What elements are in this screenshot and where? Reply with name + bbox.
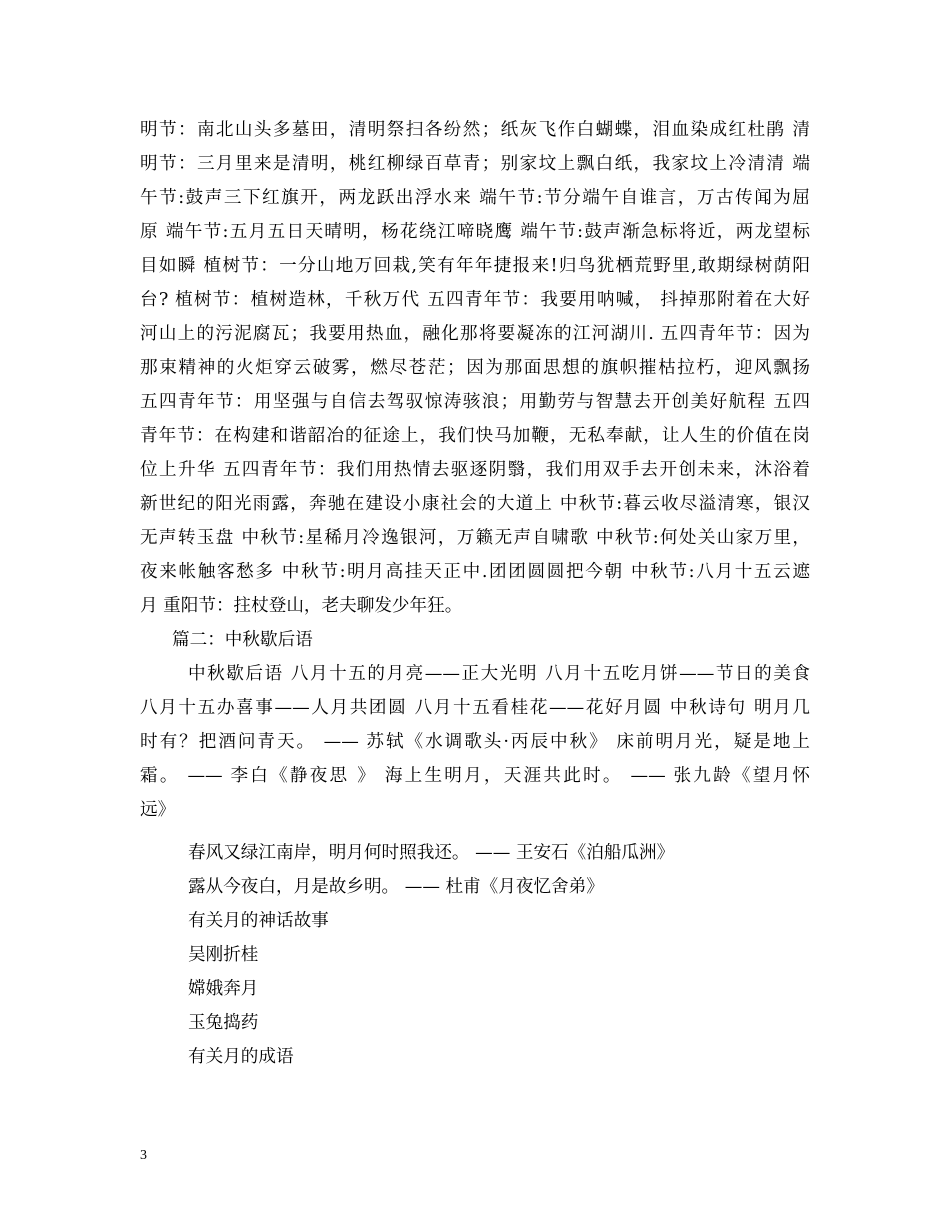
page-number: 3 — [140, 1148, 147, 1163]
text-line: 那束精神的火炬穿云破雾，燃尽苍茫；因为那面思想的旗帜摧枯拉朽，迎风飘扬 — [140, 358, 810, 378]
text-line: 霜。 —— 李白《静夜思 》 海上生明月，天涯共此时。 —— 张九龄《望月怀 — [140, 766, 810, 786]
list-item: 吴刚折桂 — [188, 945, 259, 965]
text-line: 月 重阳节：拄杖登山，老夫聊发少年狂。 — [140, 596, 463, 616]
text-line: 位上升华 五四青年节：我们用热情去驱逐阴翳，我们用双手去开创未来，沐浴着 — [140, 460, 810, 480]
text-line: 台? 植树节：植树造林，千秋万代 五四青年节：我要用呐喊， 抖掉那附着在大好 — [140, 290, 810, 310]
text-line: 无声转玉盘 中秋节:星稀月冷逸银河，万籁无声自啸歌 中秋节:何处关山家万里， — [140, 528, 810, 548]
text-line: 远》 — [140, 800, 176, 820]
list-item: 有关月的神话故事 — [188, 911, 329, 931]
text-line: 明节：南北山头多墓田，清明祭扫各纷然；纸灰飞作白蝴蝶，泪血染成红杜鹃 清 — [140, 120, 810, 140]
text-line: 午节:鼓声三下红旗开，两龙跃出浮水来 端午节:节分端午自谁言，万古传闻为屈 — [140, 188, 810, 208]
text-line: 明节：三月里来是清明，桃红柳绿百草青；别家坟上飘白纸，我家坟上冷清清 端 — [140, 154, 810, 174]
text-line: 中秋歇后语 八月十五的月亮——正大光明 八月十五吃月饼——节日的美食 — [188, 664, 810, 684]
text-line: 目如瞬 植树节：一分山地万回栽,笑有年年捷报来!归鸟犹栖荒野里,敢期绿树荫阳 — [140, 256, 810, 276]
text-line: 河山上的污泥腐瓦；我要用热血，融化那将要凝冻的江河湖川. 五四青年节：因为 — [140, 324, 810, 344]
text-line: 夜来帐触客愁多 中秋节:明月高挂天正中.团团圆圆把今朝 中秋节:八月十五云遮 — [140, 562, 810, 582]
section-heading: 篇二：中秋歇后语 — [172, 630, 313, 650]
text-line: 青年节：在构建和谐韶冶的征途上，我们快马加鞭，无私奉献，让人生的价值在岗 — [140, 426, 810, 446]
text-line: 新世纪的阳光雨露，奔驰在建设小康社会的大道上 中秋节:暮云收尽溢清寒，银汉 — [140, 494, 810, 514]
text-line: 时有？把酒问青天。 —— 苏轼《水调歌头·丙辰中秋》 床前明月光，疑是地上 — [140, 732, 810, 752]
text-line: 原 端午节:五月五日天晴明，杨花绕江啼晓鹰 端午节:鼓声渐急标将近，两龙望标 — [140, 222, 810, 242]
poem-line: 露从今夜白，月是故乡明。 —— 杜甫《月夜忆舍弟》 — [188, 877, 604, 897]
list-item: 有关月的成语 — [188, 1047, 294, 1067]
list-item: 玉兔捣药 — [188, 1013, 259, 1033]
text-line: 八月十五办喜事——人月共团圆 八月十五看桂花——花好月圆 中秋诗句 明月几 — [140, 698, 810, 718]
poem-line: 春风又绿江南岸，明月何时照我还。 —— 王安石《泊船瓜洲》 — [188, 843, 675, 863]
text-line: 五四青年节：用坚强与自信去驾驭惊涛骇浪；用勤劳与智慧去开创美好航程 五四 — [140, 392, 810, 412]
list-item: 嫦娥奔月 — [188, 979, 259, 999]
